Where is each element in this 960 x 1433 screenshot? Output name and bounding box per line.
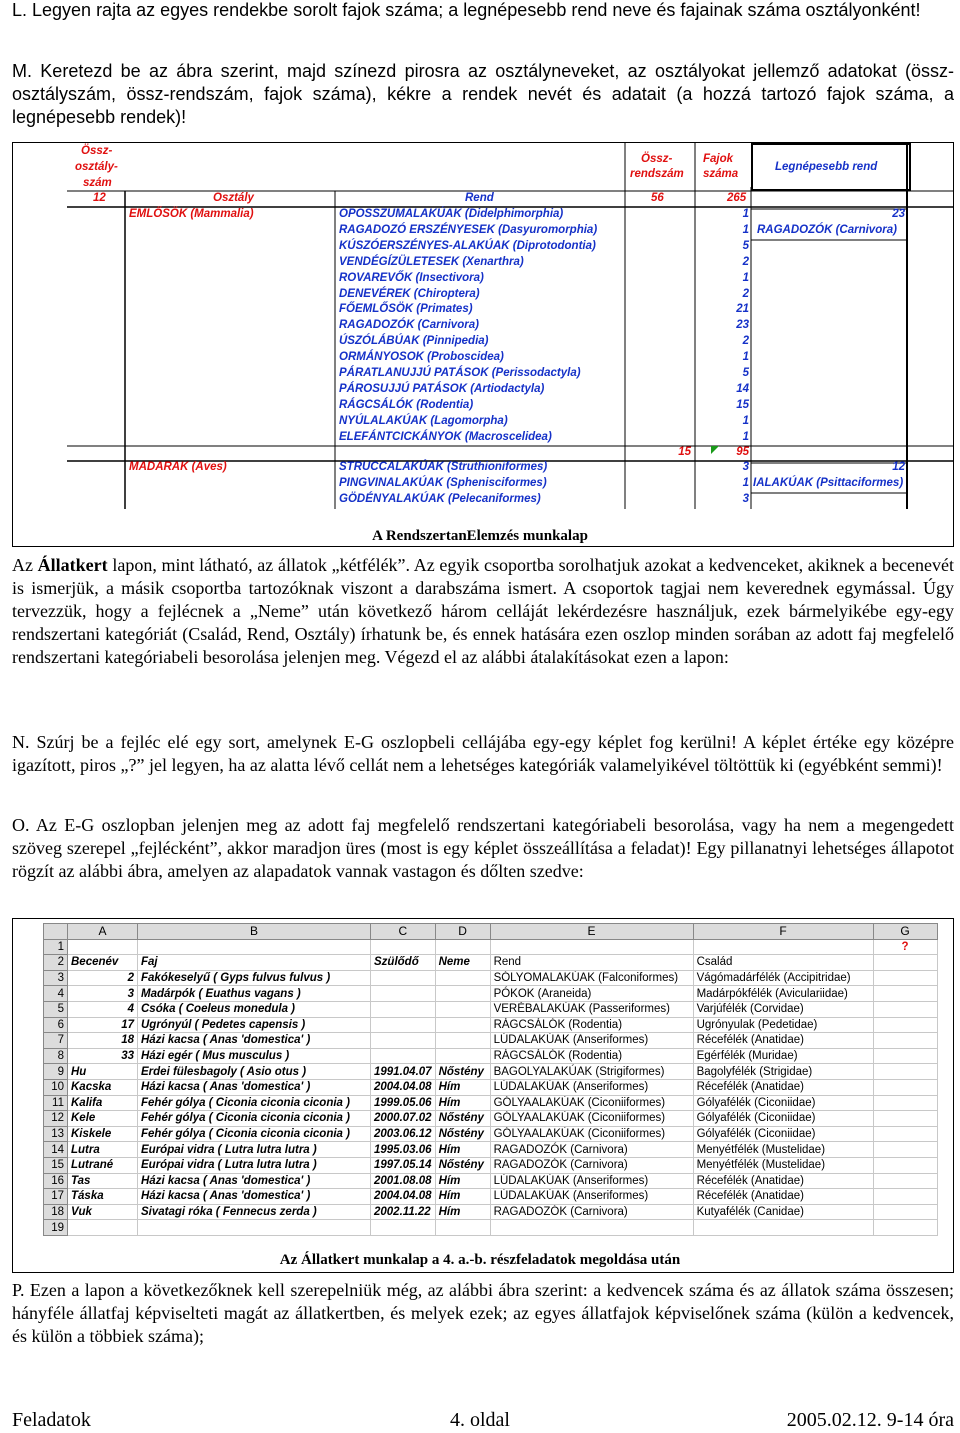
order-species-count: 3 — [742, 461, 749, 473]
birthdate-cell[interactable]: 2000.07.02 — [371, 1111, 436, 1127]
cell[interactable] — [873, 1142, 937, 1158]
paragraph-intro — [12, 554, 954, 669]
species-cell[interactable]: Házi kacsa ( Anas 'domestica' ) — [138, 1033, 371, 1049]
order-cell[interactable]: VERÉBALAKÚAK (Passeriformes) — [490, 1001, 693, 1017]
row-header[interactable]: 15 — [44, 1157, 68, 1173]
cell[interactable] — [68, 939, 138, 955]
order-cell[interactable]: LÚDALAKÚAK (Anseriformes) — [490, 1079, 693, 1095]
table-row — [44, 970, 938, 986]
top-order-count: 23 — [892, 208, 905, 220]
family-cell[interactable]: Vágómadárfélék (Accipitridae) — [693, 970, 873, 986]
sex-cell[interactable]: Hím — [435, 1079, 490, 1095]
cell[interactable] — [873, 1095, 937, 1111]
class-name: MADARAK (Aves) — [129, 461, 227, 473]
cell[interactable] — [873, 986, 937, 1002]
nickname-cell[interactable]: 17 — [68, 1017, 138, 1033]
cell[interactable] — [873, 1017, 937, 1033]
cell[interactable] — [873, 1157, 937, 1173]
order-species-count: 14 — [736, 382, 749, 395]
row-header[interactable]: 6 — [44, 1017, 68, 1033]
ossz-osztaly-header-1: Össz- — [81, 145, 113, 157]
order-name: ROVAREVŐK (Insectivora) — [339, 271, 484, 284]
sex-cell[interactable]: Hím — [435, 1095, 490, 1111]
sex-cell[interactable]: Hím — [435, 1204, 490, 1220]
rendszertan-sheet — [67, 143, 954, 509]
fajok-value: 265 — [727, 192, 747, 204]
species-cell[interactable]: Erdei fülesbagoly ( Asio otus ) — [138, 1064, 371, 1080]
legnepesebb-header: Legnépesebb rend — [775, 161, 878, 173]
species-cell[interactable]: Sivatagi róka ( Fennecus zerda ) — [138, 1204, 371, 1220]
nickname-cell[interactable]: 33 — [68, 1048, 138, 1064]
species-cell[interactable]: Fakókeselyű ( Gyps fulvus fulvus ) — [138, 970, 371, 986]
table-row — [44, 1189, 938, 1205]
header-cell[interactable]: Család — [693, 955, 873, 971]
cell[interactable] — [68, 1220, 138, 1236]
fajok-header-2: száma — [703, 168, 739, 180]
order-species-count: 3 — [742, 492, 749, 505]
nickname-cell[interactable]: Vuk — [68, 1204, 138, 1220]
sex-cell[interactable] — [435, 1001, 490, 1017]
mammal-species-total: 95 — [736, 446, 749, 458]
ossz-osztaly-value: 12 — [93, 192, 106, 204]
nickname-cell[interactable]: Lutrané — [68, 1157, 138, 1173]
family-cell[interactable]: Varjúfélék (Corvidae) — [693, 1001, 873, 1017]
cell[interactable] — [371, 939, 436, 955]
order-species-count: 2 — [742, 255, 749, 268]
family-cell[interactable]: Récefélék (Anatidae) — [693, 1189, 873, 1205]
order-species-count: 2 — [742, 287, 749, 300]
order-species-count: 23 — [736, 319, 749, 332]
order-species-count: 2 — [742, 335, 749, 348]
cell[interactable] — [873, 1220, 937, 1236]
sex-cell[interactable]: Hím — [435, 1142, 490, 1158]
birthdate-cell[interactable]: 2004.04.08 — [371, 1189, 436, 1205]
table-row — [44, 1033, 938, 1049]
table-row — [44, 1173, 938, 1189]
row-header[interactable]: 2 — [44, 955, 68, 971]
species-cell[interactable]: Madárpók ( Euathus vagans ) — [138, 986, 371, 1002]
order-cell[interactable]: LÚDALAKÚAK (Anseriformes) — [490, 1189, 693, 1205]
order-name: DENEVÉREK (Chiroptera) — [339, 287, 480, 300]
order-species-count: 15 — [736, 398, 749, 411]
family-cell[interactable]: Menyétfélék (Mustelidae) — [693, 1157, 873, 1173]
family-cell[interactable]: Récefélék (Anatidae) — [693, 1033, 873, 1049]
osztaly-header: Osztály — [213, 192, 254, 204]
row-header[interactable]: 1 — [44, 939, 68, 955]
paragraph-M: M. Keretezd be az ábra szerint, majd színezd pirosra az osztályneveket, az osztályokat jellemző adatokat (össz-osztályszám, össz-rendszám, fajok száma), kékre a rendek nevét és adatait (a hozzá tartozó fajok száma, a legnépesebb rendek)! — [12, 61, 954, 127]
order-cell[interactable]: GÓLYAALAKÚAK (Ciconiiformes) — [490, 1095, 693, 1111]
paragraph-N: N. Szúrj be a fejléc elé egy sort, amelynek E-G oszlopbeli cellájába egy-egy képlet fog kerülni! A képlet értéke egy középre igazított, piros „?” jel legyen, ha az alatta lévő cellát nem a lehetséges kategóriák valamelyikével töltöttük ki (egyébként semmi)! — [12, 732, 954, 775]
row-header[interactable]: 5 — [44, 1001, 68, 1017]
intro-text-b: lapon, mint látható, az állatok „kétfélék”. Az egyik csoportba sorolhatjuk azokat a kedvenceket, akiknek a becenevét is ismerjük, a másik csoportba tartozóknak viszont a darabszáma ismert. A csoportok tagjai nem keverednek egymással. Úgy tervezzük, hogy a fejlécnek a „Neme” után következő három celláját lekérdezésre használjuk, ezek bármelyikébe egy-egy rendszertani kategóriát (Család, Rend, Osztály) írhatunk be, és ennek hatására ezen oszlop minden sorában az adott faj megfelelő rendszertani kategóriabeli besorolása jelenjen meg. Végezd el az alábbi átalakításokat ezen a lapon: — [12, 555, 955, 667]
family-cell[interactable]: Gólyafélék (Ciconiidae) — [693, 1126, 873, 1142]
column-header-row — [44, 924, 938, 940]
species-cell[interactable]: Európai vidra ( Lutra lutra lutra ) — [138, 1142, 371, 1158]
family-cell[interactable]: Kutyafélék (Canidae) — [693, 1204, 873, 1220]
cell[interactable] — [873, 1126, 937, 1142]
table-row — [44, 1126, 938, 1142]
nickname-cell[interactable]: Hu — [68, 1064, 138, 1080]
row-header[interactable]: 9 — [44, 1064, 68, 1080]
table-row — [44, 986, 938, 1002]
species-cell[interactable]: Fehér gólya ( Ciconia ciconia ciconia ) — [138, 1111, 371, 1127]
order-cell[interactable]: RÁGCSÁLÓK (Rodentia) — [490, 1017, 693, 1033]
table-row — [44, 1220, 938, 1236]
cell[interactable] — [873, 1033, 937, 1049]
family-cell[interactable]: Gólyafélék (Ciconiidae) — [693, 1111, 873, 1127]
order-cell[interactable]: PÓKOK (Araneida) — [490, 986, 693, 1002]
table-row — [44, 1017, 938, 1033]
cell[interactable] — [873, 1111, 937, 1127]
species-cell[interactable]: Házi kacsa ( Anas 'domestica' ) — [138, 1173, 371, 1189]
paragraph-P: P. Ezen a lapon a következőknek kell szerepelniük még, az alábbi ábra szerint: a kedvencek száma és az állatok száma összesen; hányféle állatfaj képviselteti magát az állatkertben, és melyek ezek; az egyes állatfajok képviselőnek száma (külön a kedvencek, és külön a többiek száma); — [12, 1280, 954, 1346]
order-species-count: 1 — [742, 430, 749, 443]
column-header[interactable]: C — [371, 924, 436, 940]
header-cell[interactable]: Rend — [490, 955, 693, 971]
nickname-cell[interactable]: Kiskele — [68, 1126, 138, 1142]
birthdate-cell[interactable]: 2002.11.22 — [371, 1204, 436, 1220]
cell[interactable] — [138, 939, 371, 955]
column-header[interactable]: D — [435, 924, 490, 940]
mammal-order-total: 15 — [678, 446, 691, 458]
nickname-cell[interactable]: 18 — [68, 1033, 138, 1049]
sheet-lines — [67, 143, 954, 509]
paragraph-L: L. Legyen rajta az egyes rendekbe sorolt fajok száma; a legnépesebb rend neve és fajainak száma osztályonként! — [12, 0, 921, 20]
header-cell[interactable]: Neme — [435, 955, 490, 971]
order-name: RAGADOZÓK (Carnivora) — [339, 319, 479, 332]
column-header[interactable]: A — [68, 924, 138, 940]
table-row — [44, 1079, 938, 1095]
birthdate-cell[interactable] — [371, 1033, 436, 1049]
order-name: RAGADOZÓ ERSZÉNYESEK (Dasyuromorphia) — [339, 223, 598, 236]
cell[interactable] — [873, 1079, 937, 1095]
birthdate-cell[interactable]: 1997.05.14 — [371, 1157, 436, 1173]
species-cell[interactable]: Házi kacsa ( Anas 'domestica' ) — [138, 1079, 371, 1095]
nickname-cell[interactable]: Kalifa — [68, 1095, 138, 1111]
header-cell[interactable]: Becenév — [68, 955, 138, 971]
column-header[interactable]: E — [490, 924, 693, 940]
order-cell[interactable]: GÓLYAALAKÚAK (Ciconiiformes) — [490, 1111, 693, 1127]
order-name: ELEFÁNTCICKÁNYOK (Macroscelidea) — [339, 430, 552, 443]
row-header[interactable]: 19 — [44, 1220, 68, 1236]
cell[interactable] — [873, 1001, 937, 1017]
order-name: PÁRATLANUJJÚ PATÁSOK (Perissodactyla) — [339, 367, 581, 379]
nickname-cell[interactable]: Kacska — [68, 1079, 138, 1095]
cell[interactable] — [693, 1220, 873, 1236]
species-cell[interactable]: Európai vidra ( Lutra lutra lutra ) — [138, 1157, 371, 1173]
family-cell[interactable]: Madárpókfélék (Aviculariidae) — [693, 986, 873, 1002]
family-cell[interactable]: Ugrónyulak (Pedetidae) — [693, 1017, 873, 1033]
sex-cell[interactable] — [435, 986, 490, 1002]
sex-cell[interactable] — [435, 970, 490, 986]
species-cell[interactable]: Csóka ( Coeleus monedula ) — [138, 1001, 371, 1017]
birthdate-cell[interactable]: 1995.03.06 — [371, 1142, 436, 1158]
cell[interactable] — [435, 939, 490, 955]
nickname-cell[interactable]: 2 — [68, 970, 138, 986]
cell[interactable] — [873, 970, 937, 986]
table-row — [44, 1064, 938, 1080]
order-species-count: 1 — [742, 351, 749, 364]
nickname-cell[interactable]: Lutra — [68, 1142, 138, 1158]
column-header[interactable]: G — [873, 924, 937, 940]
order-cell[interactable]: GÓLYAALAKÚAK (Ciconiiformes) — [490, 1126, 693, 1142]
birthdate-cell[interactable]: 1999.05.06 — [371, 1095, 436, 1111]
row-header[interactable]: 17 — [44, 1189, 68, 1205]
species-cell[interactable]: Fehér gólya ( Ciconia ciconia ciconia ) — [138, 1095, 371, 1111]
footer-center: 4. oldal — [450, 1409, 510, 1431]
order-species-count: 1 — [742, 223, 749, 236]
intro-sheet-name: Állatkert — [37, 555, 108, 575]
nickname-cell[interactable]: Táska — [68, 1189, 138, 1205]
figure1-caption: A RendszertanElemzés munkalap — [372, 528, 588, 544]
cell[interactable] — [873, 1048, 937, 1064]
order-species-count: 1 — [742, 208, 749, 220]
row-header[interactable]: 8 — [44, 1048, 68, 1064]
row-header[interactable]: 13 — [44, 1126, 68, 1142]
order-cell[interactable]: BAGOLYALAKÚAK (Strigiformes) — [490, 1064, 693, 1080]
sex-cell[interactable] — [435, 1017, 490, 1033]
birthdate-cell[interactable] — [371, 970, 436, 986]
row-header[interactable]: 7 — [44, 1033, 68, 1049]
row-header[interactable]: 10 — [44, 1079, 68, 1095]
order-name: KÚSZÓERSZÉNYES-ALAKÚAK (Diprotodontia) — [339, 239, 596, 252]
family-cell[interactable]: Bagolyfélék (Strigidae) — [693, 1064, 873, 1080]
order-name: PINGVINALAKÚAK (Sphenisciformes) — [339, 476, 547, 489]
header-cell[interactable]: Faj — [138, 955, 371, 971]
birthdate-cell[interactable]: 2001.08.08 — [371, 1173, 436, 1189]
table-row — [44, 1111, 938, 1127]
order-name: RÁGCSÁLÓK (Rodentia) — [339, 398, 474, 411]
species-cell[interactable]: Ugrónyúl ( Pedetes capensis ) — [138, 1017, 371, 1033]
birthdate-cell[interactable]: 2003.06.12 — [371, 1126, 436, 1142]
table-row — [44, 955, 938, 971]
row-header[interactable]: 12 — [44, 1111, 68, 1127]
sex-cell[interactable]: Hím — [435, 1189, 490, 1205]
row-header[interactable]: 11 — [44, 1095, 68, 1111]
ossz-rend-header-2: rendszám — [630, 168, 684, 180]
order-name: OPOSSZUMALAKÚAK (Didelphimorphia) — [339, 208, 564, 220]
rend-header: Rend — [465, 192, 494, 204]
cell[interactable] — [490, 1220, 693, 1236]
row-header[interactable]: 14 — [44, 1142, 68, 1158]
rendszertan-figure — [12, 142, 954, 547]
cell[interactable] — [873, 1064, 937, 1080]
cell[interactable] — [371, 1220, 436, 1236]
table-row — [44, 1048, 938, 1064]
order-cell[interactable]: LÚDALAKÚAK (Anseriformes) — [490, 1173, 693, 1189]
nickname-cell[interactable]: 4 — [68, 1001, 138, 1017]
header-cell[interactable]: Szülődő — [371, 955, 436, 971]
order-cell[interactable]: SÓLYOMALAKÚAK (Falconiformes) — [490, 970, 693, 986]
order-cell[interactable]: RAGADOZÓK (Carnivora) — [490, 1204, 693, 1220]
fajok-header-1: Fajok — [703, 153, 734, 165]
order-name: ÚSZÓLÁBÚAK (Pinnipedia) — [339, 335, 489, 348]
intro-text-a: Az — [12, 555, 38, 575]
ossz-rend-header-1: Össz- — [641, 153, 673, 165]
species-cell[interactable]: Házi egér ( Mus musculus ) — [138, 1048, 371, 1064]
order-name: VENDÉGÍZÜLETESEK (Xenarthra) — [339, 255, 524, 268]
formula-cell[interactable]: ? — [873, 939, 937, 955]
birthdate-cell[interactable] — [371, 1001, 436, 1017]
top-order-name: IALAKÚAK (Psittaciformes) — [753, 477, 904, 489]
column-header[interactable]: F — [693, 924, 873, 940]
ossz-osztaly-header-3: szám — [83, 177, 112, 189]
order-species-count: 1 — [742, 476, 749, 489]
cell[interactable] — [490, 939, 693, 955]
birthdate-cell[interactable] — [371, 986, 436, 1002]
birthdate-cell[interactable] — [371, 1017, 436, 1033]
species-cell[interactable]: Házi kacsa ( Anas 'domestica' ) — [138, 1189, 371, 1205]
footer-right: 2005.02.12. 9-14 óra — [786, 1409, 954, 1431]
table-row — [44, 1157, 938, 1173]
cell[interactable] — [873, 1189, 937, 1205]
cell[interactable] — [138, 1220, 371, 1236]
table-row — [44, 939, 938, 955]
order-cell[interactable]: RAGADOZÓK (Carnivora) — [490, 1142, 693, 1158]
footer-left: Feladatok — [12, 1409, 91, 1431]
order-name: STRUCCALAKÚAK (Struthioniformes) — [339, 461, 548, 473]
table-row — [44, 1204, 938, 1220]
nickname-cell[interactable]: 3 — [68, 986, 138, 1002]
ossz-osztaly-header-2: osztály- — [75, 161, 118, 173]
ossz-rend-value: 56 — [651, 192, 664, 204]
row-header[interactable]: 3 — [44, 970, 68, 986]
figure2-caption: Az Állatkert munkalap a 4. a.-b. részfeladatok megoldása után — [279, 1252, 681, 1268]
nickname-cell[interactable]: Kele — [68, 1111, 138, 1127]
order-cell[interactable]: LÚDALAKÚAK (Anseriformes) — [490, 1033, 693, 1049]
sex-cell[interactable] — [435, 1048, 490, 1064]
order-name: FŐEMLŐSÖK (Primates) — [339, 303, 473, 316]
family-cell[interactable]: Menyétfélék (Mustelidae) — [693, 1142, 873, 1158]
order-cell[interactable]: RAGADOZÓK (Carnivora) — [490, 1157, 693, 1173]
birthdate-cell[interactable]: 1991.04.07 — [371, 1064, 436, 1080]
cell[interactable] — [873, 1173, 937, 1189]
cell[interactable] — [435, 1220, 490, 1236]
sex-cell[interactable]: Nőstény — [435, 1111, 490, 1127]
order-cell[interactable]: RÁGCSÁLÓK (Rodentia) — [490, 1048, 693, 1064]
order-name: NYÚLALAKÚAK (Lagomorpha) — [339, 414, 508, 427]
cell[interactable] — [873, 1204, 937, 1220]
order-name: PÁROSUJJÚ PATÁSOK (Artiodactyla) — [339, 382, 545, 395]
column-header[interactable]: B — [138, 924, 371, 940]
order-species-count: 5 — [742, 367, 749, 379]
family-cell[interactable]: Egérfélék (Muridae) — [693, 1048, 873, 1064]
top-order-name: RAGADOZÓK (Carnivora) — [757, 224, 897, 236]
species-cell[interactable]: Fehér gólya ( Ciconia ciconia ciconia ) — [138, 1126, 371, 1142]
table-row — [44, 1142, 938, 1158]
cell[interactable] — [693, 939, 873, 955]
top-order-count: 12 — [892, 461, 905, 473]
row-header[interactable]: 16 — [44, 1173, 68, 1189]
order-name: GÖDÉNYALAKÚAK (Pelecaniformes) — [339, 492, 541, 505]
allatkert-sheet — [43, 923, 938, 1236]
class-name: EMLŐSÖK (Mammalia) — [129, 208, 254, 220]
cell[interactable] — [873, 955, 937, 971]
table-row — [44, 1001, 938, 1017]
paragraph-O: O. Az E-G oszlopban jelenjen meg az adott faj megfelelő rendszertani kategóriabeli besorolása, vagy ha nem a megengedett szöveg szerepel „fejlécként”, akkor maradjon üres (most is egy képlet összeállítása a feladat)! Egy pillanatnyi lehetséges állapotot rögzít az alábbi ábra, amelyen az alapadatok vannak vastagon és dőlten szedve: — [12, 815, 954, 881]
order-species-count: 1 — [742, 414, 749, 427]
row-header[interactable]: 18 — [44, 1204, 68, 1220]
family-cell[interactable]: Récefélék (Anatidae) — [693, 1079, 873, 1095]
sex-cell[interactable]: Nőstény — [435, 1157, 490, 1173]
table-row — [44, 1095, 938, 1111]
sex-cell[interactable] — [435, 1033, 490, 1049]
family-cell[interactable]: Gólyafélék (Ciconiidae) — [693, 1095, 873, 1111]
sex-cell[interactable]: Nőstény — [435, 1064, 490, 1080]
select-all-corner[interactable] — [44, 924, 68, 940]
order-species-count: 1 — [742, 271, 749, 284]
row-header[interactable]: 4 — [44, 986, 68, 1002]
sex-cell[interactable]: Nőstény — [435, 1126, 490, 1142]
allatkert-figure — [12, 918, 954, 1273]
order-species-count: 5 — [742, 239, 749, 252]
family-cell[interactable]: Récefélék (Anatidae) — [693, 1173, 873, 1189]
order-name: ORMÁNYOSOK (Proboscidea) — [339, 351, 504, 364]
birthdate-cell[interactable]: 2004.04.08 — [371, 1079, 436, 1095]
birthdate-cell[interactable] — [371, 1048, 436, 1064]
sex-cell[interactable]: Hím — [435, 1173, 490, 1189]
order-species-count: 21 — [736, 303, 749, 316]
nickname-cell[interactable]: Tas — [68, 1173, 138, 1189]
